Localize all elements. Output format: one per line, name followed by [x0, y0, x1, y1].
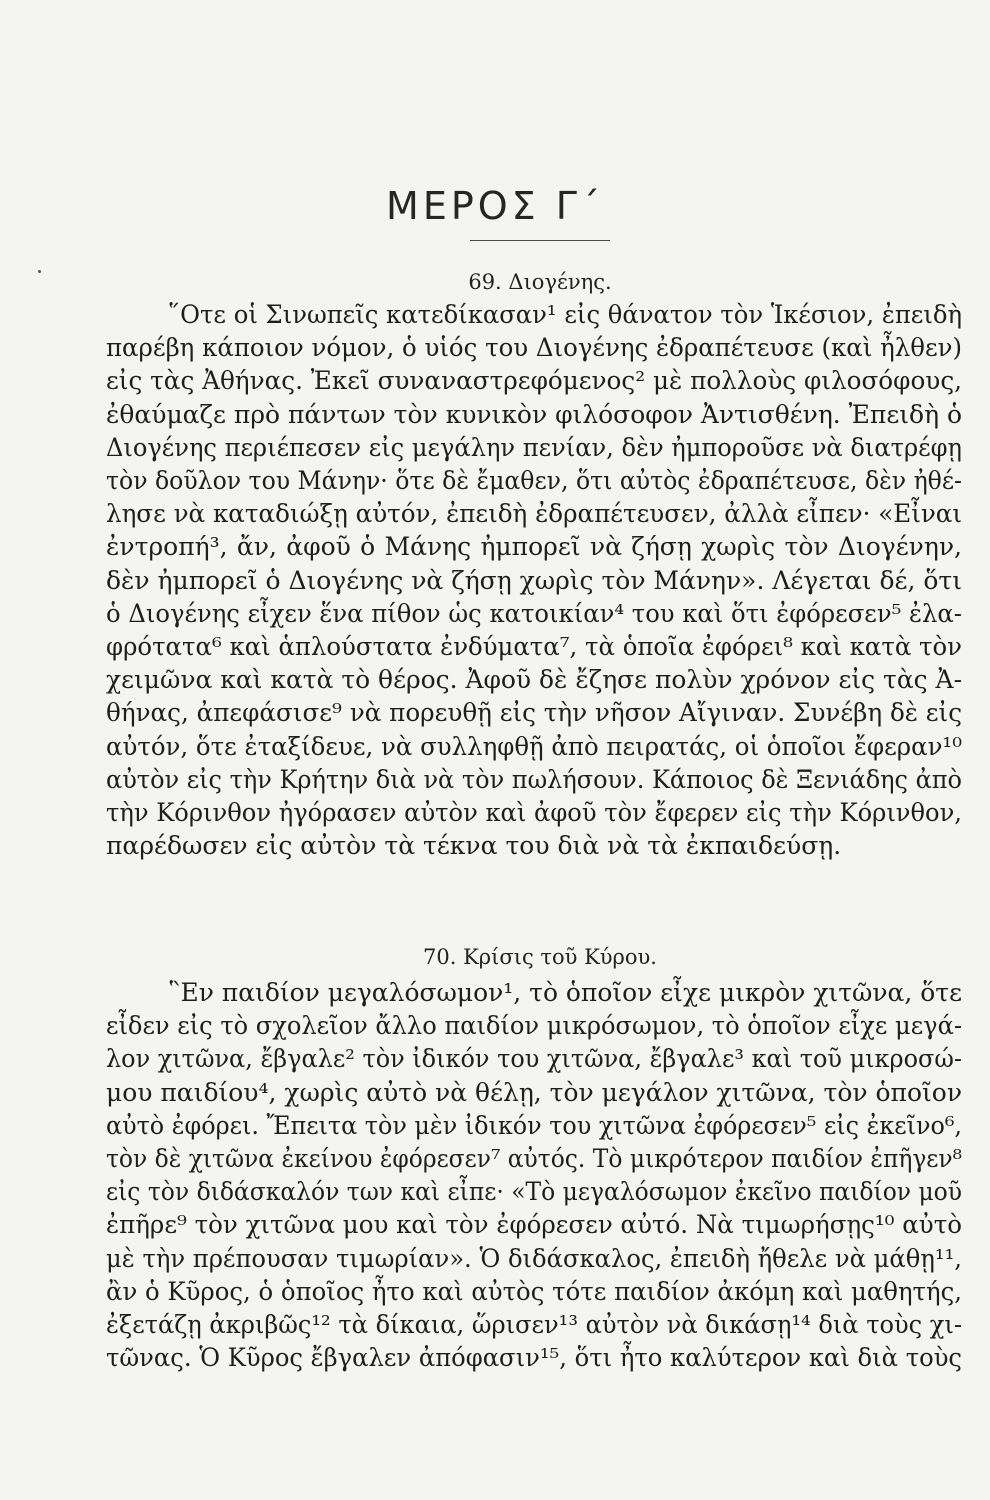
text-line: παρέβη κάποιον νόμον, ὁ υἱός του Διογένης ἐδραπέτευσε (καὶ ἦλθεν) [106, 333, 962, 363]
text-line: τὸν δοῦλον του Μάνην· ὅτε δὲ ἔμαθεν, ὅτι αὐτὸς ἐδραπέτευσε, δὲν ἠθέ- [106, 466, 962, 496]
text-line: ἐξετάζῃ ἀκριβῶς¹² τὰ δίκαια, ὥρισεν¹³ αὐτὸν νὰ δικάσῃ¹⁴ διὰ τοὺς χι- [106, 1310, 962, 1340]
text-line: τὸν δὲ χιτῶνα ἐκείνου ἐφόρεσεν⁷ αὐτός. Τὸ μικρότερον παιδίον ἐπῆγεν⁸ [106, 1144, 962, 1174]
text-line: ῝Εν παιδίον μεγαλόσωμον¹, τὸ ὁποῖον εἶχε μικρὸν χιτῶνα, ὅτε [168, 978, 962, 1007]
text-line: φρότατα⁶ καὶ ἁπλούστατα ἐνδύματα⁷, τὰ ὁποῖα ἐφόρει⁸ καὶ κατὰ τὸν [106, 632, 962, 662]
title-rule [470, 240, 610, 241]
part-title: ΜΕΡΟΣ Γ΄ [386, 184, 604, 228]
text-line: μου παιδίου⁴, χωρὶς αὐτὸ νὰ θέλῃ, τὸν μεγάλον χιτῶνα, τὸν ὁποῖον [106, 1077, 962, 1107]
text-line: ἐπῆρε⁹ τὸν χιτῶνα μου καὶ τὸν ἐφόρεσεν αὐτό. Νὰ τιμωρήσῃς¹⁰ αὐτὸ [106, 1210, 962, 1240]
text-line: τὴν Κόρινθον ἠγόρασεν αὐτὸν καὶ ἀφοῦ τὸν ἔφερεν εἰς τὴν Κόρινθον, [106, 798, 962, 828]
text-line: αὐτὸ ἐφόρει. Ἔπειτα τὸν μὲν ἰδικόν του χιτῶνα ἐφόρεσεν⁵ εἰς ἐκεῖνο⁶, [106, 1110, 962, 1140]
text-line: παρέδωσεν εἰς αὐτὸν τὰ τέκνα του διὰ νὰ τὰ ἐκπαιδεύσῃ. [106, 831, 842, 861]
text-line: ἐθαύμαζε πρὸ πάντων τὸν κυνικὸν φιλόσοφον Ἀντισθένη. Ἐπειδὴ ὁ [106, 399, 962, 429]
text-line: τῶνας. Ὁ Κῦρος ἔβγαλεν ἀπόφασιν¹⁵, ὅτι ἦτο καλύτερον καὶ διὰ τοὺς [106, 1343, 962, 1373]
text-line: αὐτόν, ὅτε ἐταξίδευε, νὰ συλληφθῇ ἀπὸ πειρατάς, οἱ ὁποῖοι ἔφεραν¹⁰ [106, 731, 962, 761]
section-body-70 [106, 976, 962, 1374]
text-line: χειμῶνα καὶ κατὰ τὸ θέρος. Ἀφοῦ δὲ ἔζησε πολὺν χρόνον εἰς τὰς Ἀ- [106, 665, 962, 695]
section-body-69 [106, 298, 962, 862]
text-line: ὁ Διογένης εἶχεν ἕνα πίθον ὡς κατοικίαν⁴ του καὶ ὅτι ἐφόρεσεν⁵ ἐλα- [106, 598, 962, 628]
section-heading-69: 69. Διογένης. [468, 270, 612, 294]
section-heading-70: 70. Κρίσις τοῦ Κύρου. [423, 945, 657, 969]
text-line: Διογένης περιέπεσεν εἰς μεγάλην πενίαν, δὲν ἠμποροῦσε νὰ διατρέφῃ [106, 432, 962, 462]
text-line: δὲν ἠμπορεῖ ὁ Διογένης νὰ ζήσῃ χωρὶς τὸν Μάνην». Λέγεται δέ, ὅτι [106, 565, 962, 595]
text-line: εἰς τὸν διδάσκαλόν των καὶ εἶπε· «Τὸ μεγαλόσωμον ἐκεῖνο παιδίον μοῦ [106, 1177, 962, 1207]
text-line: εἶδεν εἰς τὸ σχολεῖον ἄλλο παιδίον μικρόσωμον, τὸ ὁποῖον εἶχε μεγά- [106, 1011, 962, 1041]
text-line: λησε νὰ καταδιώξῃ αὐτόν, ἐπειδὴ ἐδραπέτευσεν, ἀλλὰ εἶπεν· «Εἶναι [106, 499, 962, 529]
text-line: λον χιτῶνα, ἔβγαλε² τὸν ἰδικόν του χιτῶνα, ἔβγαλε³ καὶ τοῦ μικροσώ- [106, 1044, 962, 1074]
text-line: θήνας, ἀπεφάσισε⁹ νὰ πορευθῇ εἰς τὴν νῆσον Αἴγιναν. Συνέβη δὲ εἰς [106, 698, 962, 728]
text-line: ἂν ὁ Κῦρος, ὁ ὁποῖος ἦτο καὶ αὐτὸς τότε παιδίον ἀκόμη καὶ μαθητής, [106, 1276, 962, 1306]
text-line: ῞Οτε οἱ Σινωπεῖς κατεδίκασαν¹ εἰς θάνατον τὸν Ἱκέσιον, ἐπειδὴ [168, 300, 962, 329]
text-line: ἐντροπή³, ἄν, ἀφοῦ ὁ Μάνης ἠμπορεῖ νὰ ζήσῃ χωρὶς τὸν Διογένην, [106, 532, 962, 562]
text-line: αὐτὸν εἰς τὴν Κρήτην διὰ νὰ τὸν πωλήσουν. Κάποιος δὲ Ξενιάδης ἀπὸ [106, 764, 962, 794]
text-line: μὲ τὴν πρέπουσαν τιμωρίαν». Ὁ διδάσκαλος, ἐπειδὴ ἤθελε νὰ μάθῃ¹¹, [106, 1243, 962, 1273]
text-line: εἰς τὰς Ἀθήνας. Ἐκεῖ συναναστρεφόμενος² μὲ πολλοὺς φιλοσόφους, [106, 366, 962, 396]
